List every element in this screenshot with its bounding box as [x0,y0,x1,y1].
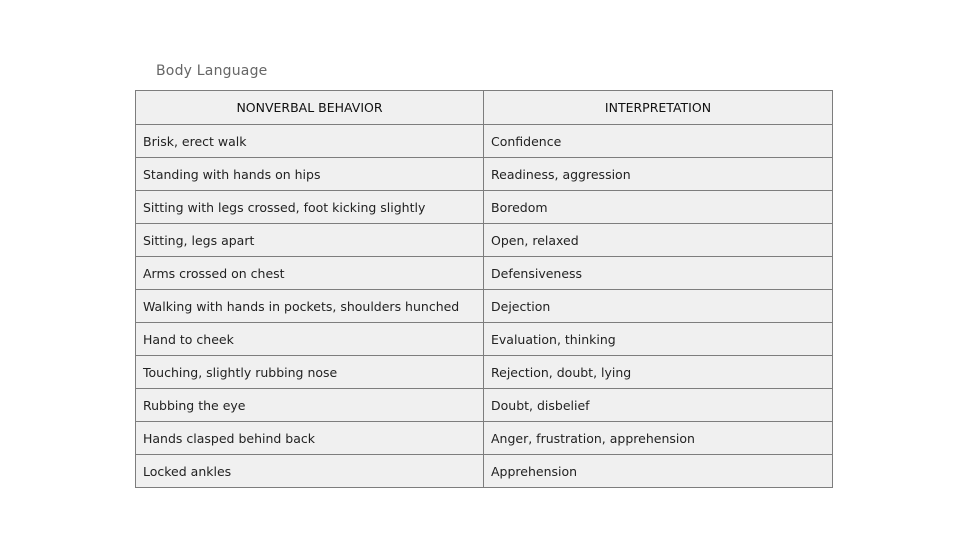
interpretation-cell: Readiness, aggression [484,158,833,191]
interpretation-cell: Anger, frustration, apprehension [484,422,833,455]
interpretation-cell: Boredom [484,191,833,224]
interpretation-cell: Apprehension [484,455,833,488]
interpretation-cell: Defensiveness [484,257,833,290]
table-header-row [136,91,833,125]
behavior-cell: Standing with hands on hips [136,158,484,191]
header-nonverbal-behavior: NONVERBAL BEHAVIOR [136,91,484,125]
behavior-cell: Rubbing the eye [136,389,484,422]
table-row [136,422,833,455]
behavior-cell: Touching, slightly rubbing nose [136,356,484,389]
interpretation-cell: Doubt, disbelief [484,389,833,422]
interpretation-cell: Evaluation, thinking [484,323,833,356]
table-row [136,389,833,422]
table-row [136,158,833,191]
table-row [136,455,833,488]
table-row [136,191,833,224]
header-interpretation: INTERPRETATION [484,91,833,125]
behavior-cell: Walking with hands in pockets, shoulders hunched [136,290,484,323]
table-row [136,356,833,389]
table-row [136,125,833,158]
behavior-cell: Brisk, erect walk [136,125,484,158]
table-row [136,257,833,290]
interpretation-cell: Rejection, doubt, lying [484,356,833,389]
behavior-cell: Locked ankles [136,455,484,488]
body-language-table [135,90,833,488]
interpretation-cell: Dejection [484,290,833,323]
table-row [136,323,833,356]
interpretation-cell: Open, relaxed [484,224,833,257]
interpretation-cell: Confidence [484,125,833,158]
behavior-cell: Hand to cheek [136,323,484,356]
table-row [136,224,833,257]
behavior-cell: Hands clasped behind back [136,422,484,455]
behavior-cell: Arms crossed on chest [136,257,484,290]
behavior-cell: Sitting, legs apart [136,224,484,257]
table-caption: Body Language [156,63,268,79]
behavior-cell: Sitting with legs crossed, foot kicking slightly [136,191,484,224]
table-row [136,290,833,323]
